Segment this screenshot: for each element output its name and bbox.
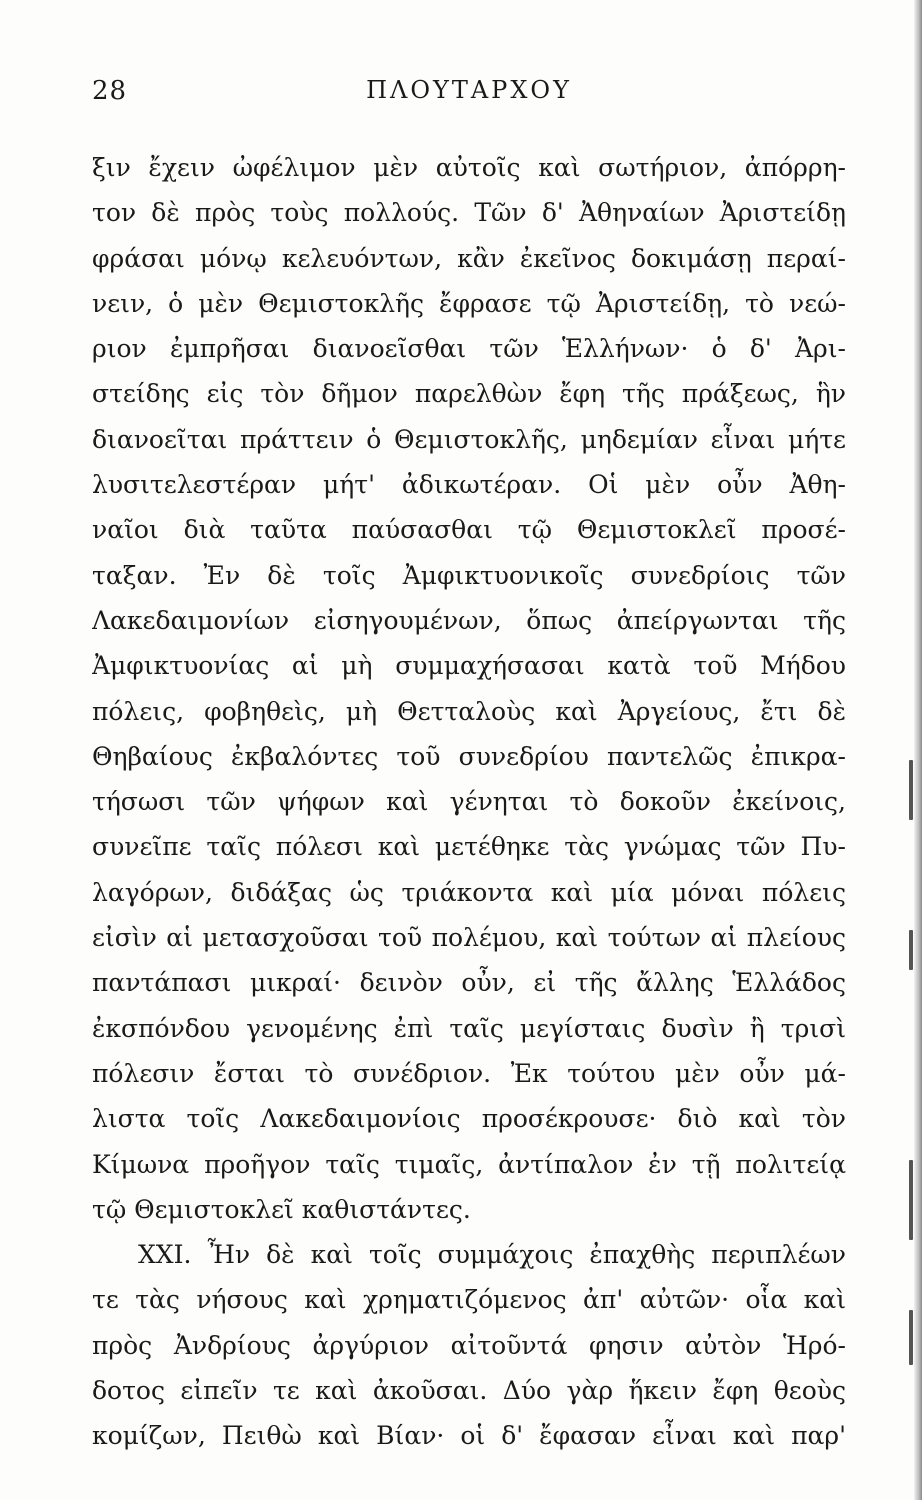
text-line: ἐκσπόνδου γενομένης ἐπὶ ταῖς μεγίσταις δυσὶν ἢ τρισὶ — [92, 1013, 846, 1043]
running-title: ΠΛΟΥΤΑΡΧΟΥ — [366, 76, 572, 104]
text-line-chapter-start: XXI. Ἦν δὲ καὶ τοῖς συμμάχοις ἐπαχθὴς περιπλέων — [138, 1240, 846, 1270]
page-edge-shadow — [914, 0, 922, 1500]
text-line: Θηβαίους ἐκβαλόντες τοῦ συνεδρίου παντελῶς ἐπικρα- — [92, 741, 846, 771]
text-line: ριον ἐμπρῆσαι διανοεῖσθαι τῶν Ἑλλήνων· ὁ δ' Ἀρι- — [92, 334, 846, 364]
scan-edge-mark — [909, 1310, 913, 1365]
text-line: δοτος εἰπεῖν τε καὶ ἀκοῦσαι. Δύο γὰρ ἥκειν ἔφη θεοὺς — [92, 1376, 846, 1406]
text-line: διανοεῖται πράττειν ὁ Θεμιστοκλῆς, μηδεμίαν εἶναι μήτε — [92, 424, 846, 454]
text-line: πρὸς Ἀνδρίους ἀργύριον αἰτοῦντά φησιν αὐτὸν Ἡρό- — [92, 1330, 846, 1360]
scan-edge-mark — [909, 930, 913, 970]
text-line: πόλεσιν ἔσται τὸ συνέδριον. Ἐκ τούτου μὲν οὖν μά- — [92, 1058, 846, 1088]
text-line: λαγόρων, διδάξας ὡς τριάκοντα καὶ μία μόναι πόλεις — [92, 877, 846, 907]
text-line: πόλεις, φοβηθεὶς, μὴ Θετταλοὺς καὶ Ἀργείους, ἔτι δὲ — [92, 696, 846, 726]
text-line: Κίμωνα προῆγον ταῖς τιμαῖς, ἀντίπαλον ἐν τῇ πολιτείᾳ — [92, 1149, 846, 1179]
text-line: ταξαν. Ἐν δὲ τοῖς Ἀμφικτυονικοῖς συνεδρίοις τῶν — [92, 560, 846, 590]
text-line: Λακεδαιμονίων εἰσηγουμένων, ὅπως ἀπείργωνται τῆς — [92, 605, 846, 635]
text-line: τήσωσι τῶν ψήφων καὶ γένηται τὸ δοκοῦν ἐκείνοις, — [92, 787, 846, 817]
scan-edge-mark — [909, 1160, 913, 1240]
text-line: συνεῖπε ταῖς πόλεσι καὶ μετέθηκε τὰς γνώμας τῶν Πυ- — [92, 832, 846, 862]
scan-edge-mark — [909, 760, 913, 820]
body-text — [92, 145, 846, 1459]
text-line: τον δὲ πρὸς τοὺς πολλούς. Τῶν δ' Ἀθηναίων Ἀριστείδῃ — [92, 198, 846, 228]
page-header — [92, 76, 846, 116]
text-line: ξιν ἔχειν ὠφέλιμον μὲν αὐτοῖς καὶ σωτήριον, ἀπόρρη- — [92, 153, 846, 182]
page-number: 28 — [92, 76, 128, 106]
text-line: στείδης εἰς τὸν δῆμον παρελθὼν ἔφη τῆς πράξεως, ἣν — [92, 379, 846, 409]
text-line: τε τὰς νήσους καὶ χρηματιζόμενος ἀπ' αὐτῶν· οἷα καὶ — [92, 1285, 846, 1315]
text-line: ναῖοι διὰ ταῦτα παύσασθαι τῷ Θεμιστοκλεῖ προσέ- — [92, 515, 846, 545]
text-line-paragraph-end: τῷ Θεμιστοκλεῖ καθιστάντες. — [92, 1194, 471, 1224]
text-line: λιστα τοῖς Λακεδαιμονίοις προσέκρουσε· διὸ καὶ τὸν — [92, 1104, 846, 1134]
text-line: Ἀμφικτυονίας αἱ μὴ συμμαχήσασαι κατὰ τοῦ Μήδου — [92, 651, 846, 681]
text-line: παντάπασι μικραί· δεινὸν οὖν, εἰ τῆς ἄλλης Ἑλλάδος — [92, 968, 846, 998]
text-line: φράσαι μόνῳ κελευόντων, κἂν ἐκεῖνος δοκιμάσῃ περαί- — [92, 243, 846, 273]
text-line: κομίζων, Πειθὼ καὶ Βίαν· οἱ δ' ἔφασαν εἶναι καὶ παρ' — [92, 1421, 846, 1451]
text-line: εἰσὶν αἱ μετασχοῦσαι τοῦ πολέμου, καὶ τούτων αἱ πλείους — [92, 923, 846, 953]
text-line: νειν, ὁ μὲν Θεμιστοκλῆς ἔφρασε τῷ Ἀριστείδῃ, τὸ νεώ- — [92, 288, 846, 318]
text-line: λυσιτελεστέραν μήτ' ἀδικωτέραν. Οἱ μὲν οὖν Ἀθη- — [92, 470, 846, 500]
